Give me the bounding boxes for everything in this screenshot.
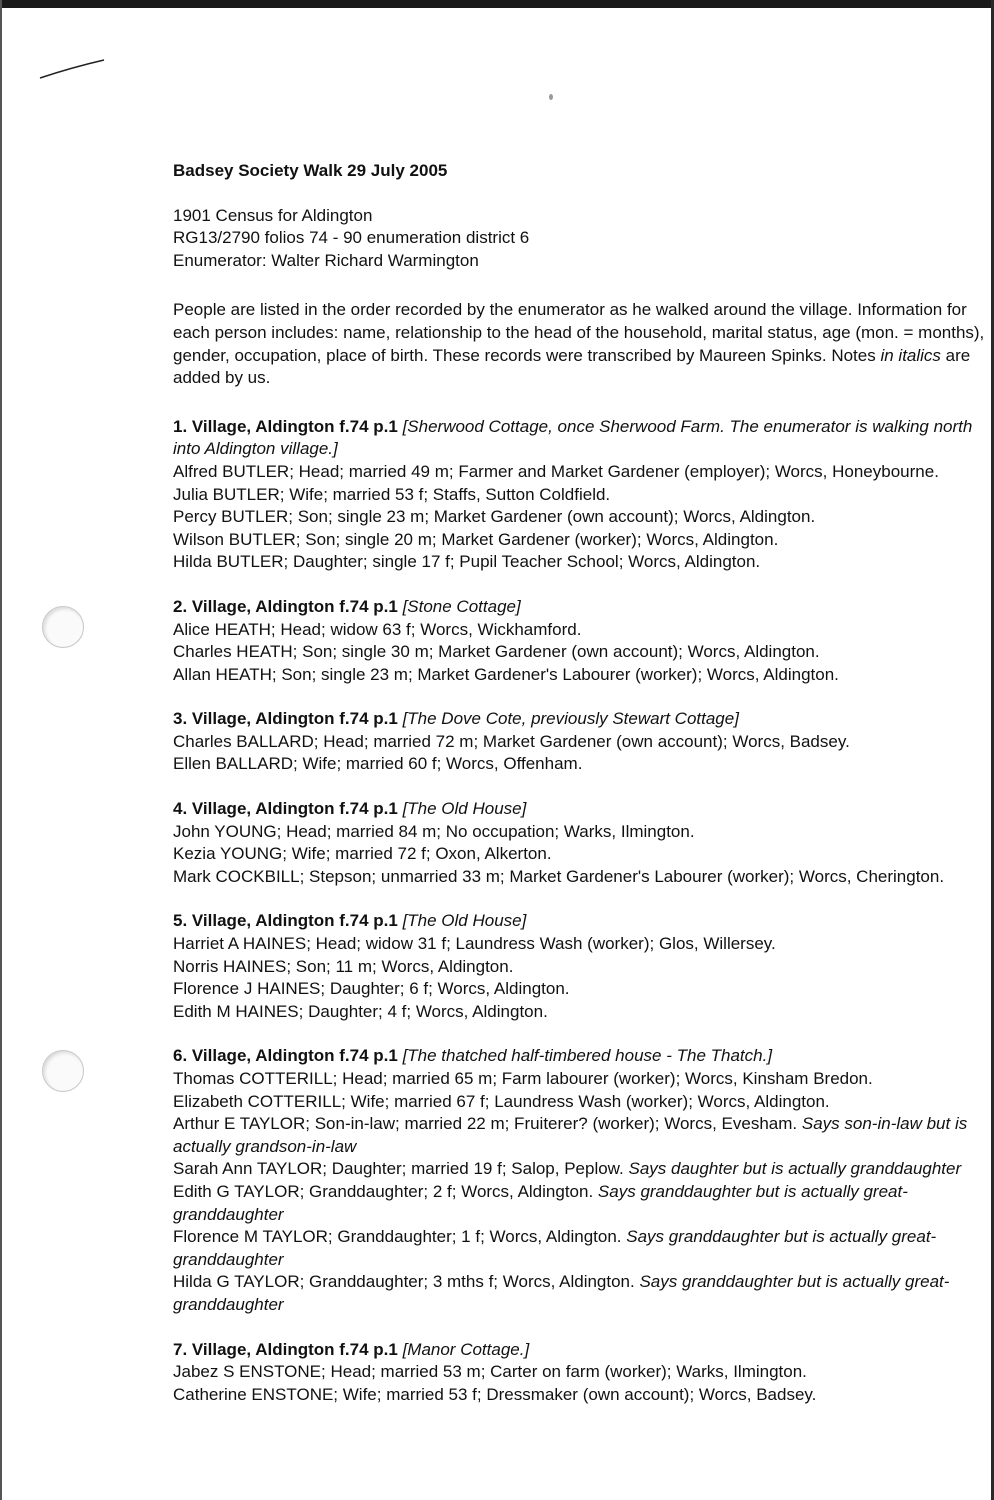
person-record (173, 551, 988, 574)
entry-note: [Sherwood Cottage, once Sherwood Farm. The enumerator is walking north into Aldington village.] (173, 416, 973, 459)
person-text: Allan HEATH; Son; single 23 m; Market Gardener's Labourer (worker); Worcs, Aldington. (173, 664, 839, 684)
person-note: Says granddaughter but is actually great-granddaughter (173, 1272, 950, 1314)
person-record (173, 641, 988, 664)
census-line: Enumerator: Walter Richard Warmington (173, 250, 479, 270)
person-record (173, 506, 988, 529)
household-entry (173, 798, 988, 888)
person-record (173, 956, 988, 979)
scan-top-edge (0, 0, 994, 8)
person-record (173, 1361, 988, 1384)
person-text: Julia BUTLER; Wife; married 53 f; Staffs, Sutton Coldfield. (173, 484, 611, 504)
entry-note: [Manor Cottage.] (402, 1339, 530, 1359)
entry-header (173, 596, 988, 619)
intro-end: are added by us. (173, 345, 971, 388)
person-text: Percy BUTLER; Son; single 23 m; Market Gardener (own account); Worcs, Aldington. (173, 507, 816, 527)
person-record (173, 753, 988, 776)
person-text: Charles HEATH; Son; single 30 m; Market Gardener (own account); Worcs, Aldington. (173, 642, 820, 662)
person-note: Says granddaughter but is actually great-granddaughter (173, 1181, 908, 1224)
person-record (173, 1384, 988, 1407)
entry-location: 6. Village, Aldington f.74 p.1 (173, 1046, 398, 1066)
person-text: Catherine ENSTONE; Wife; married 53 f; Dressmaker (own account); Worcs, Badsey. (173, 1384, 817, 1404)
entry-header (173, 910, 988, 933)
person-text: Kezia YOUNG; Wife; married 72 f; Oxon, Alkerton. (173, 844, 552, 864)
person-record (173, 1271, 988, 1316)
person-record (173, 461, 988, 484)
person-text: Ellen BALLARD; Wife; married 60 f; Worcs, Offenham. (173, 754, 583, 774)
person-text: Arthur E TAYLOR; Son-in-law; married 22 m; Fruiterer? (worker); Worcs, Evesham. (173, 1114, 798, 1134)
person-record (173, 1181, 988, 1226)
person-note: Says granddaughter but is actually great-granddaughter (173, 1227, 937, 1269)
household-entry (173, 910, 988, 1023)
person-text: Thomas COTTERILL; Head; married 65 m; Farm labourer (worker); Worcs, Kinsham Bredon. (173, 1069, 873, 1088)
person-text: Edith G TAYLOR; Granddaughter; 2 f; Worcs, Aldington. (173, 1181, 594, 1201)
person-record (173, 1068, 988, 1091)
entry-header (173, 416, 988, 461)
intro-text: People are listed in the order recorded by the enumerator as he walked around the village. Information for each person includes: name, relationship to the head of the household, marital status, age (mon. = months), gender, occupation, place of birth. These records were transcribed by Maureen Spinks. Notes (173, 300, 985, 365)
entry-header (173, 1339, 988, 1362)
person-record (173, 664, 988, 687)
scan-left-edge (0, 0, 2, 1500)
person-record (173, 933, 988, 956)
person-text: John YOUNG; Head; married 84 m; No occupation; Warks, Ilmington. (173, 821, 695, 841)
person-record (173, 1226, 988, 1271)
person-text: Edith M HAINES; Daughter; 4 f; Worcs, Aldington. (173, 1001, 548, 1021)
person-text: Mark COCKBILL; Stepson; unmarried 33 m; Market Gardener's Labourer (worker); Worcs, Cherington. (173, 866, 945, 886)
entry-location: 7. Village, Aldington f.74 p.1 (173, 1339, 398, 1359)
entry-location: 5. Village, Aldington f.74 p.1 (173, 911, 398, 931)
household-entry (173, 1339, 988, 1407)
person-text: Jabez S ENSTONE; Head; married 53 m; Carter on farm (worker); Warks, Ilmington. (173, 1362, 807, 1382)
person-note: Says son-in-law but is actually grandson-in-law (173, 1114, 968, 1156)
entries-list (173, 416, 988, 1407)
entry-note: [The thatched half-timbered house - The Thatch.] (402, 1046, 773, 1066)
entry-location: 4. Village, Aldington f.74 p.1 (173, 799, 398, 819)
entry-header (173, 708, 988, 731)
entry-header (173, 1045, 988, 1068)
intro-paragraph (173, 299, 988, 389)
entry-location: 3. Village, Aldington f.74 p.1 (173, 709, 398, 729)
person-text: Hilda BUTLER; Daughter; single 17 f; Pupil Teacher School; Worcs, Aldington. (173, 552, 761, 572)
person-record (173, 529, 988, 552)
pen-stroke-mark (38, 58, 108, 82)
person-record (173, 484, 988, 507)
ink-speck (549, 94, 553, 100)
person-text: Harriet A HAINES; Head; widow 31 f; Laundress Wash (worker); Glos, Willersey. (173, 934, 776, 954)
person-text: Florence M TAYLOR; Granddaughter; 1 f; Worcs, Aldington. (173, 1227, 622, 1247)
entry-note: [The Old House] (402, 799, 527, 819)
person-record (173, 1091, 988, 1114)
person-record (173, 1001, 988, 1024)
document-title: Badsey Society Walk 29 July 2005 (173, 161, 448, 180)
person-text: Hilda G TAYLOR; Granddaughter; 3 mths f; Worcs, Aldington. (173, 1272, 635, 1292)
punch-hole-upper (42, 606, 84, 648)
person-record (173, 1158, 988, 1181)
entry-note: [The Old House] (402, 911, 527, 931)
census-info (173, 205, 988, 273)
person-record (173, 978, 988, 1001)
person-record (173, 731, 988, 754)
entry-note: [The Dove Cote, previously Stewart Cottage] (402, 709, 739, 729)
person-text: Elizabeth COTTERILL; Wife; married 67 f; Laundress Wash (worker); Worcs, Aldington. (173, 1091, 830, 1111)
entry-note: [Stone Cottage] (402, 596, 521, 616)
census-line: RG13/2790 folios 74 - 90 enumeration district 6 (173, 228, 530, 248)
punch-hole-lower (42, 1050, 84, 1092)
person-record (173, 821, 988, 844)
person-record (173, 1113, 988, 1158)
person-text: Alfred BUTLER; Head; married 49 m; Farmer and Market Gardener (employer); Worcs, Honeybourne. (173, 461, 939, 481)
person-text: Alice HEATH; Head; widow 63 f; Worcs, Wickhamford. (173, 619, 582, 639)
entry-location: 2. Village, Aldington f.74 p.1 (173, 596, 398, 616)
person-record (173, 843, 988, 866)
person-text: Norris HAINES; Son; 11 m; Worcs, Aldington. (173, 956, 514, 976)
household-entry (173, 596, 988, 686)
person-record (173, 866, 988, 889)
person-text: Charles BALLARD; Head; married 72 m; Market Gardener (own account); Worcs, Badsey. (173, 731, 850, 751)
entry-header (173, 798, 988, 821)
document-body (173, 160, 988, 1428)
census-line: 1901 Census for Aldington (173, 205, 373, 225)
household-entry (173, 708, 988, 776)
entry-location: 1. Village, Aldington f.74 p.1 (173, 416, 398, 436)
person-text: Sarah Ann TAYLOR; Daughter; married 19 f; Salop, Peplow. (173, 1159, 624, 1179)
person-note: Says daughter but is actually granddaughter (628, 1159, 962, 1179)
person-text: Florence J HAINES; Daughter; 6 f; Worcs, Aldington. (173, 979, 570, 999)
household-entry (173, 1045, 988, 1316)
household-entry (173, 416, 988, 574)
person-text: Wilson BUTLER; Son; single 20 m; Market Gardener (worker); Worcs, Aldington. (173, 529, 779, 549)
person-record (173, 619, 988, 642)
intro-italic: in italics (880, 345, 941, 365)
